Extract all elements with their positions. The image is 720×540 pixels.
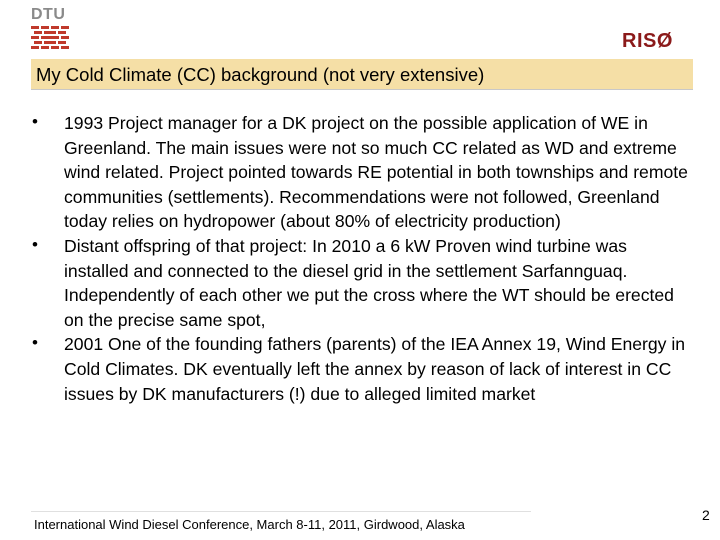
page-number: 2: [702, 507, 710, 523]
bullet-item: [32, 234, 692, 332]
title-band: [31, 59, 693, 89]
footer-text: International Wind Diesel Conference, March 8-11, 2011, Girdwood, Alaska: [34, 517, 465, 532]
bullet-text: Distant offspring of that project: In 2010 a 6 kW Proven wind turbine was installed and connected to the diesel grid in the settlement Sarfannguaq. Independently of each other we put the cross where the WT should be erected on the precise same spot,: [64, 235, 674, 330]
bullet-dot-icon: •: [32, 234, 38, 254]
footer-divider: [31, 511, 531, 512]
dtu-logo: [31, 6, 71, 52]
slide-title: My Cold Climate (CC) background (not very extensive): [36, 64, 485, 85]
bullet-text: 2001 One of the founding fathers (parents) of the IEA Annex 19, Wind Energy in Cold Climates. DK eventually left the annex by reason of lack of interest in CC issues by DK manufacturers (!) due to alleged limited market: [64, 334, 686, 404]
title-divider: [31, 89, 693, 90]
dtu-logo-text: DTU: [31, 6, 66, 23]
bullet-dot-icon: •: [32, 333, 38, 353]
riso-logo: RISØ: [622, 30, 673, 52]
bullet-dot-icon: •: [32, 112, 38, 131]
dtu-mark-icon: [31, 26, 69, 52]
bullet-list: [32, 111, 692, 406]
bullet-item: [32, 332, 692, 406]
bullet-text: 1993 Project manager for a DK project on the possible application of WE in Greenland. The main issues were not so much CC related as WD and extreme wind related. Project pointed towards RE potential in both townships and remote communities (settlements). Recommendations were not followed, Greenland today relies on hydropower (about 80% of electricity production): [64, 113, 688, 232]
bullet-item: [32, 111, 692, 234]
